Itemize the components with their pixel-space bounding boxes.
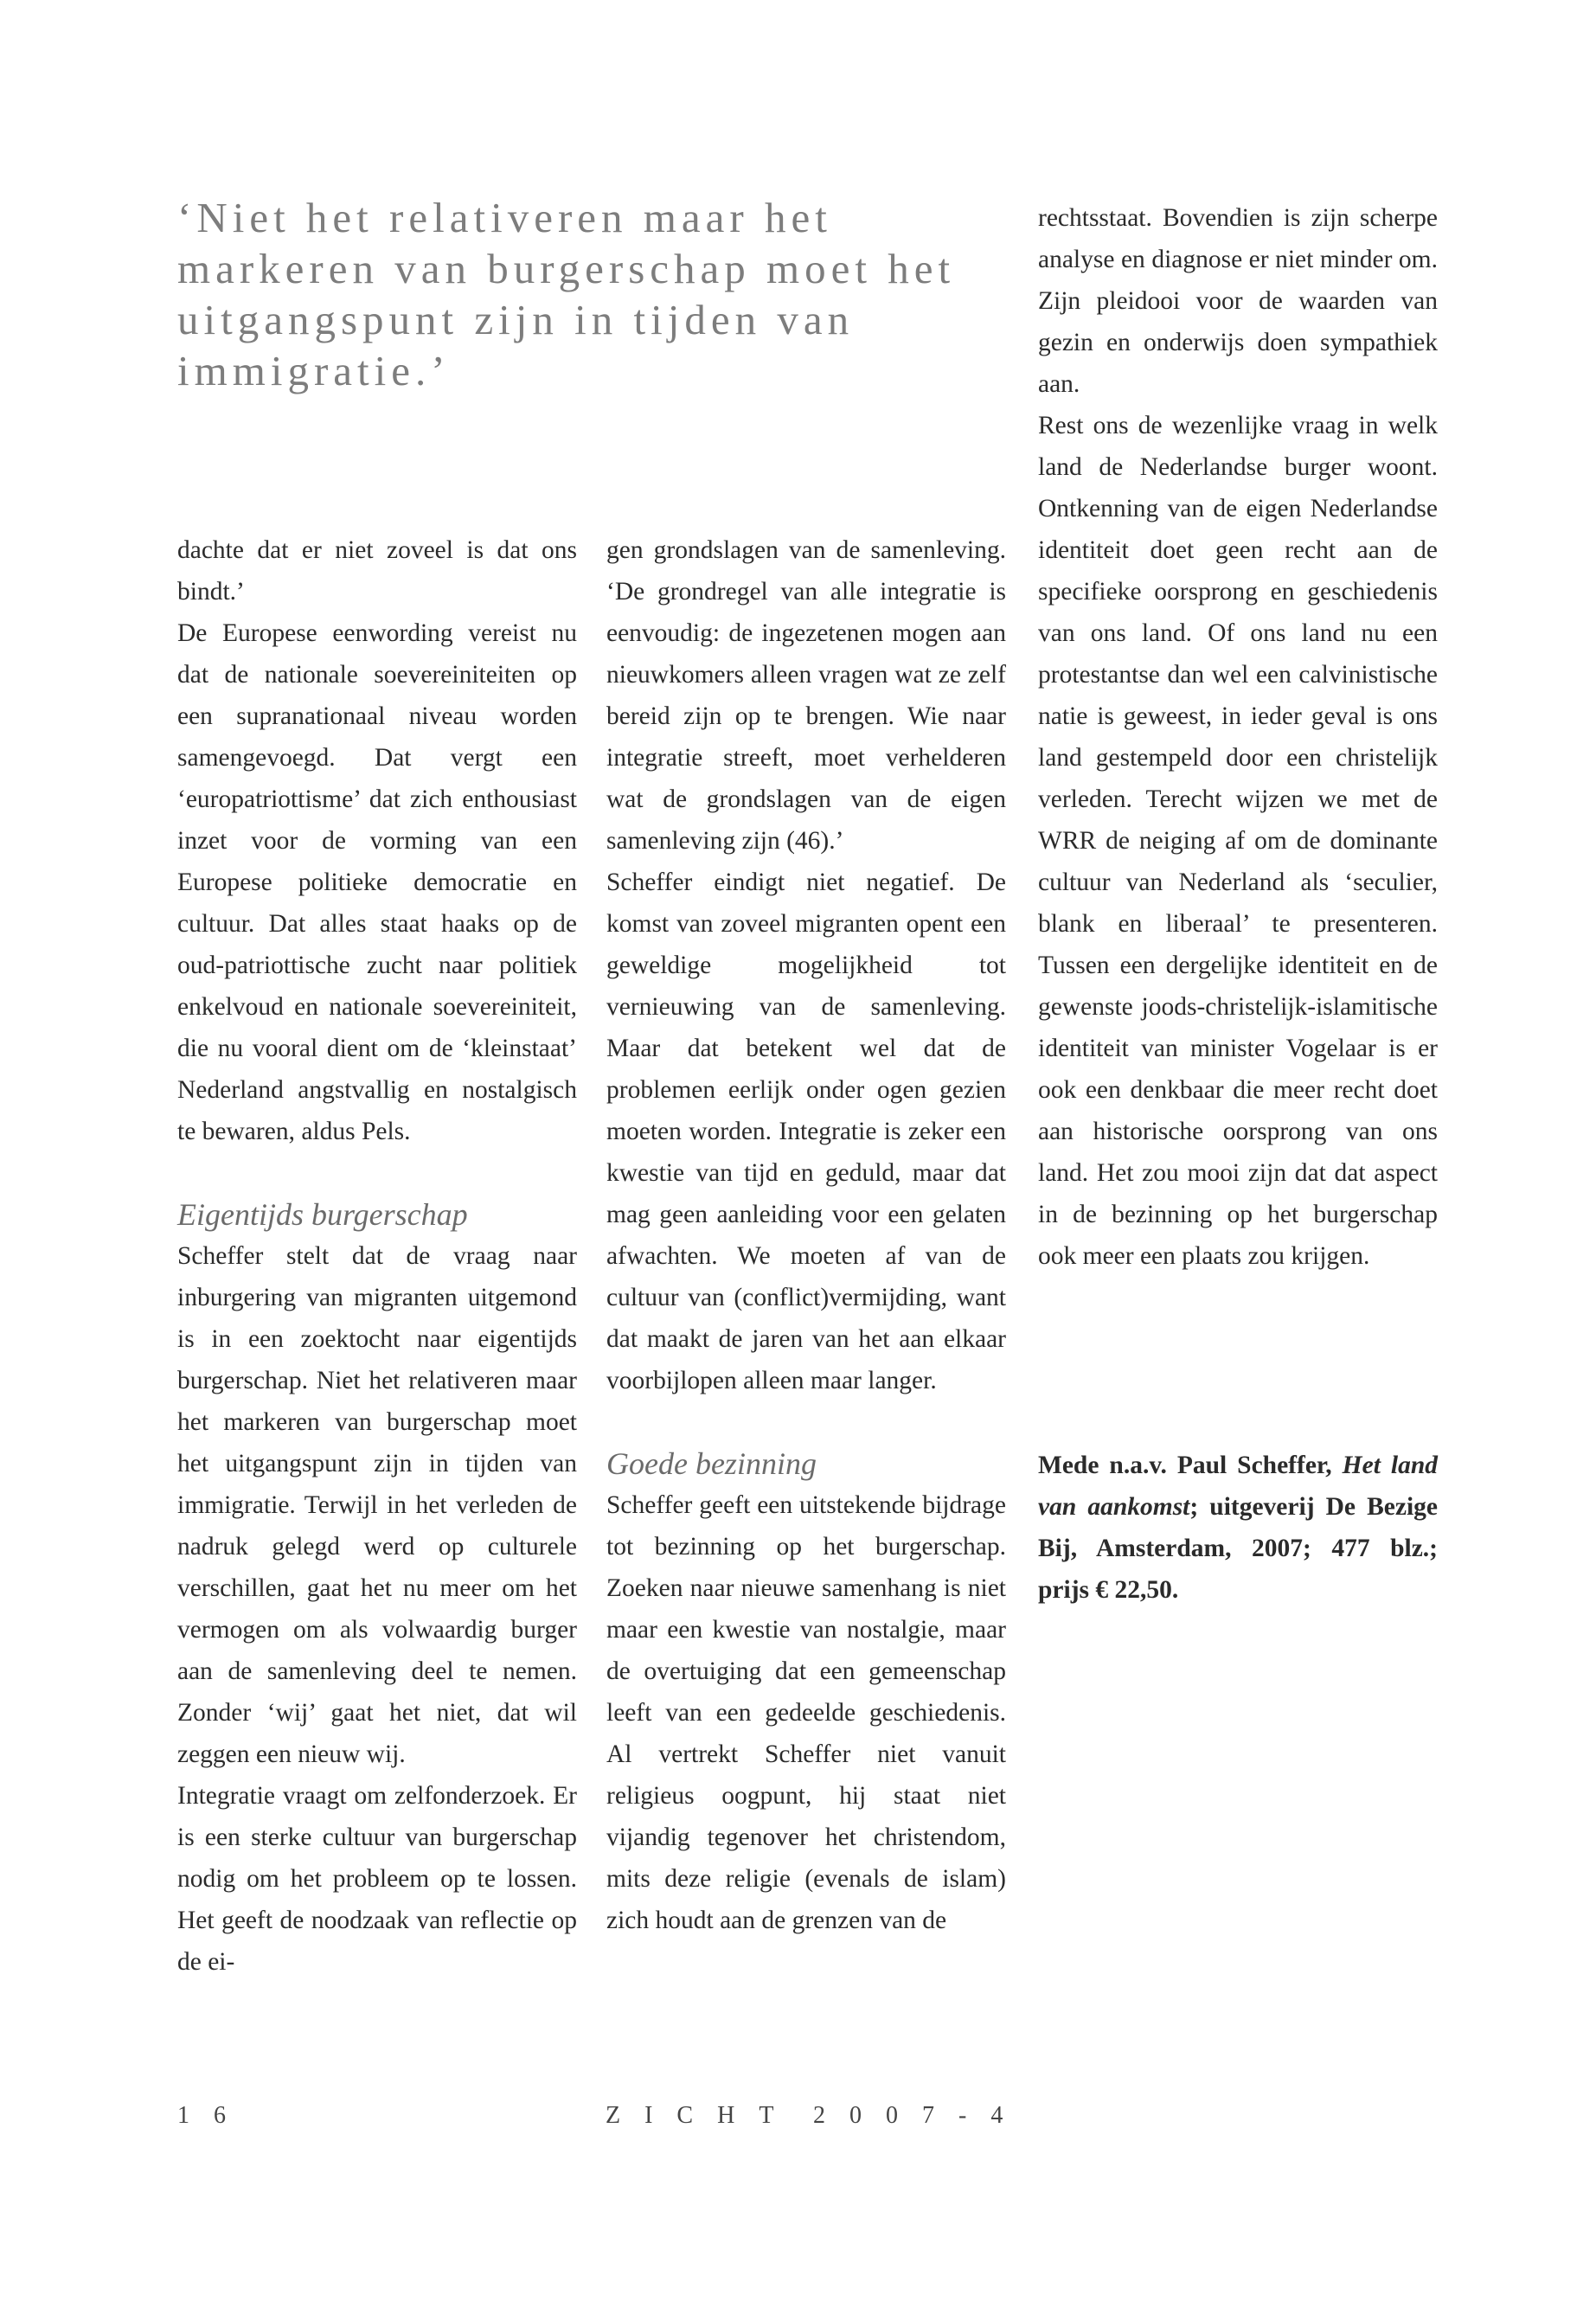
issue-number: 2007-4 xyxy=(813,2102,1028,2129)
paragraph: Scheffer eindigt niet negatief. De komst van zoveel migranten opent een geweldige mogelijkheid tot vernieuwing van de samenleving. Maar dat betekent wel dat de problemen eerlijk onder ogen gezien moeten worden. Integratie is zeker een kwestie van tijd en geduld, maar dat mag geen aanleiding voor een gelaten afwachten. We moeten af van de cultuur van (conflict)vermijding, want dat maakt de jaren van het aan elkaar voorbijlopen alleen maar langer. xyxy=(606,868,1006,1394)
paragraph: Scheffer geeft een uitstekende bijdrage tot bezinning op het burgerschap. Zoeken naar nieuwe samenhang is niet maar een kwestie van nostalgie, maar de overtuiging dat een gemeenschap leeft van een gedeelde geschiedenis. Al vertrekt Scheffer niet vanuit religieus oogpunt, hij staat niet vijandig tegenover het christendom, mits deze religie (evenals de islam) zich houdt aan de grenzen van de xyxy=(606,1491,1006,1934)
section-heading: Eigentijds burgerschap xyxy=(177,1197,468,1232)
paragraph: Rest ons de wezenlijke vraag in welk land de Nederlandse burger woont. Ontkenning van de eigen Nederlandse identiteit doet geen recht aan de specifieke oorsprong en geschiedenis van ons land. Of ons land nu een protestantse dan wel een calvinistische natie is geweest, in ieder geval is ons land gestempeld door een christelijk verleden. Terecht wijzen we met de WRR de neiging af om de dominante cultuur van Nederland als ‘seculier, blank en liberaal’ te presenteren. Tussen een dergelijke identiteit en de gewenste joods-christelijk-islamitische identiteit van minister Vogelaar is er ook een denkbaar die meer recht doet aan historische oorsprong van ons land. Het zou mooi zijn dat dat aspect in de bezinning op het burgerschap ook meer een plaats zou krijgen. xyxy=(1038,412,1438,1270)
book-reference-prefix: Mede n.a.v. Paul Scheffer, xyxy=(1038,1452,1343,1479)
paragraph: Integratie vraagt om zelfonderzoek. Er is een sterke cultuur van burgerschap nodig om het probleem op te lossen. Het geeft de noodzaak van reflectie op de ei- xyxy=(177,1782,577,1976)
article-column-2 xyxy=(606,529,1006,1941)
book-reference xyxy=(1038,1445,1438,1611)
article-column-3 xyxy=(1038,197,1438,1277)
paragraph: Scheffer stelt dat de vraag naar inburgering van migranten uitgemond is in een zoektocht naar eigentijds burgerschap. Niet het relativeren maar het markeren van burgerschap moet het uitgangspunt zijn in tijden van immigratie. Terwijl in het verleden de nadruk gelegd werd op culturele verschillen, gaat het nu meer om het vermogen om als volwaardig burger aan de samenleving deel te nemen. Zonder ‘wij’ gaat het niet, dat wil zeggen een nieuw wij. xyxy=(177,1242,577,1768)
book-reference-details: ; uitgeverij De Bezige Bij, Amsterdam, 2007; 477 blz.; prijs € 22,50. xyxy=(1038,1493,1438,1604)
section-heading: Goede bezinning xyxy=(606,1446,817,1481)
pull-quote: ‘Niet het relativeren maar het markeren van burgerschap moet het uitgangspunt zijn in tijden van immigratie.’ xyxy=(177,194,956,394)
book-title: Het land van aankomst xyxy=(1038,1452,1438,1521)
page-number: 16 xyxy=(177,2102,250,2129)
paragraph: gen grondslagen van de samenleving. ‘De grondregel van alle integratie is eenvoudig: de ingezetenen mogen aan nieuwkomers alleen vragen wat ze zelf bereid zijn op te brengen. Wie naar integratie streeft, moet verhelderen wat de grondslagen van de eigen samenleving zijn (46).’ xyxy=(606,536,1006,855)
paragraph: rechtsstaat. Bovendien is zijn scherpe analyse en diagnose er niet minder om. Zijn pleidooi voor de waarden van gezin en onderwijs doen sympathiek aan. xyxy=(1038,204,1438,398)
article-column-1 xyxy=(177,529,577,1983)
magazine-name: ZICHT xyxy=(606,2102,798,2129)
paragraph: dachte dat er niet zoveel is dat ons bindt.’ xyxy=(177,536,577,606)
paragraph: De Europese eenwording vereist nu dat de nationale soevereiniteiten op een supranationaal niveau worden samengevoegd. Dat vergt een ‘europatriottisme’ dat zich enthousiast inzet voor de vorming van een Europese politieke democratie en cultuur. Dat alles staat haaks op de oud-patriottische zucht naar politiek enkelvoud en nationale soevereiniteit, die nu vooral dient om de ‘kleinstaat’ Nederland angstvallig en nostalgisch te bewaren, aldus Pels. xyxy=(177,619,577,1145)
